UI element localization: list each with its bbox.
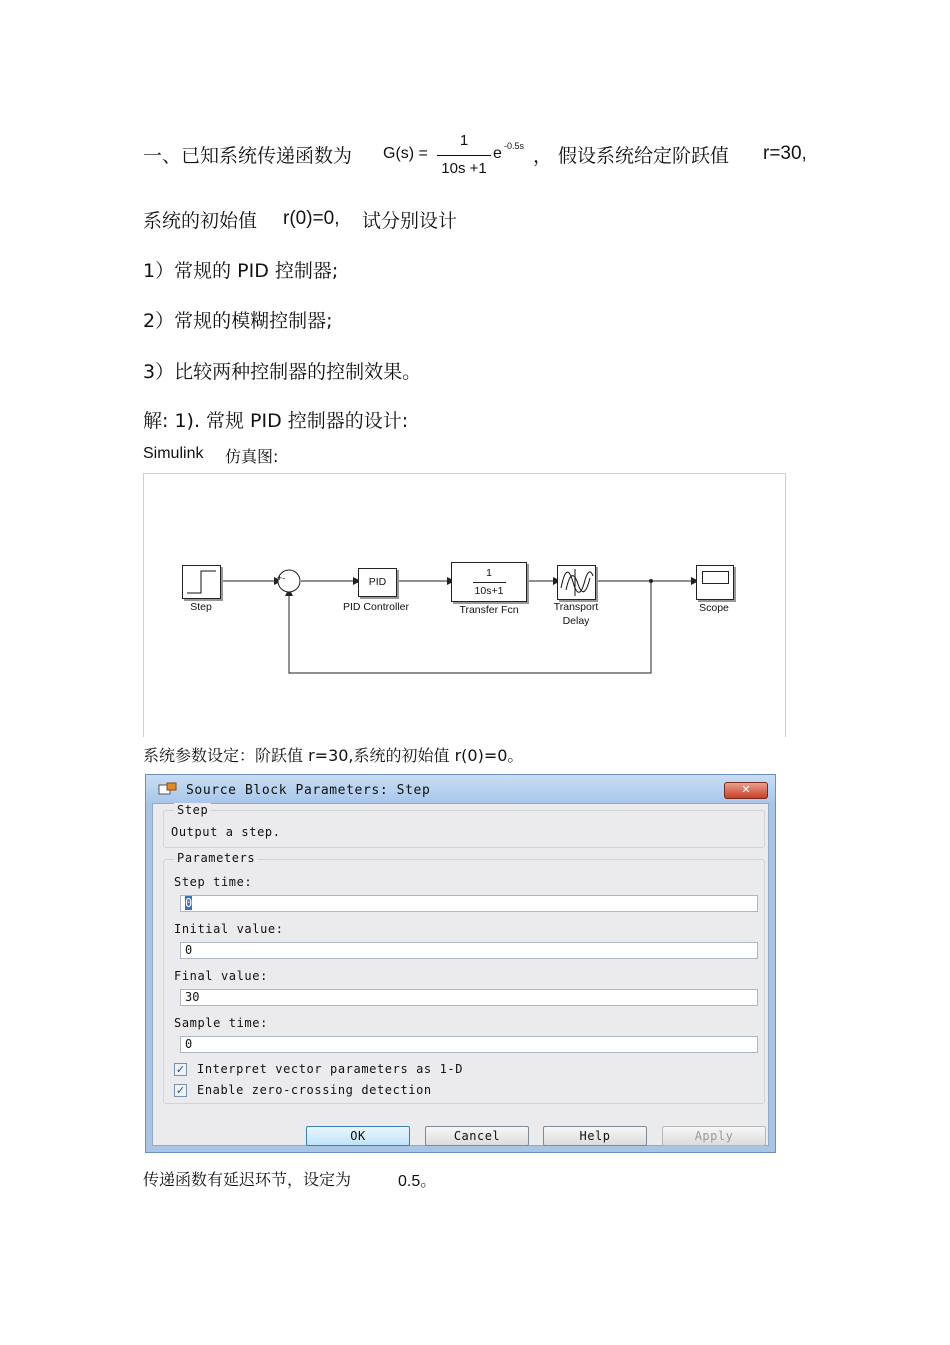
formula-denominator: 10s +1 — [441, 160, 487, 177]
item-2: 2）常规的模糊控制器; — [143, 310, 333, 332]
question-r-value: r=30, — [763, 143, 807, 164]
initial-value-label: Initial value: — [174, 922, 284, 936]
zero-crossing-checkbox[interactable]: ✓ — [175, 1084, 186, 1097]
solution-heading: 解: 1). 常规 PID 控制器的设计: — [143, 410, 409, 432]
block-name: Step — [174, 803, 211, 817]
delay-wave-icon — [558, 566, 595, 599]
scope-screen-icon — [702, 571, 729, 584]
tf-numerator: 1 — [486, 567, 492, 579]
initial-value-input[interactable]: 0 — [180, 942, 758, 959]
block-parameters-dialog — [145, 774, 776, 1153]
question-line2-b: r(0)=0, — [283, 208, 340, 229]
simulink-label-suffix: 仿真图: — [225, 447, 279, 466]
transport-delay-label-1: Transport — [553, 601, 599, 613]
step-time-input[interactable] — [180, 895, 758, 912]
transport-delay-label-2: Delay — [562, 615, 590, 627]
scope-block[interactable] — [696, 565, 734, 600]
apply-button[interactable]: Apply — [662, 1126, 766, 1146]
question-after-formula: ， 假设系统给定阶跃值 — [533, 145, 730, 167]
interpret-vector-label: Interpret vector parameters as 1-D — [197, 1062, 464, 1076]
transport-delay-block[interactable] — [557, 565, 596, 600]
step-time-value: 0 — [185, 896, 193, 910]
formula-exponent: -0.5s — [504, 141, 525, 151]
step-label: Step — [190, 601, 212, 613]
block-description: Output a step. — [171, 825, 281, 839]
dialog-title: Source Block Parameters: Step — [186, 783, 431, 798]
question-line2-a: 系统的初始值 — [143, 210, 258, 232]
tf-fraction-bar — [473, 582, 506, 583]
pid-block-text: PID — [368, 576, 387, 588]
scope-label: Scope — [699, 602, 729, 614]
transfer-fcn-block[interactable] — [451, 562, 527, 602]
dialog-titlebar[interactable] — [146, 775, 775, 803]
step-icon — [183, 566, 220, 598]
formula-numerator: 1 — [459, 132, 469, 149]
step-time-label: Step time: — [174, 875, 253, 889]
simulink-app-icon — [158, 782, 178, 796]
final-value-input[interactable]: 30 — [180, 989, 758, 1006]
final-value-label: Final value: — [174, 969, 268, 983]
item-3: 3）比较两种控制器的控制效果。 — [143, 361, 422, 383]
question-line2-c: 试分别设计 — [362, 210, 458, 232]
dialog-body — [152, 803, 769, 1146]
tf-denominator: 10s+1 — [474, 585, 504, 597]
pid-label: PID Controller — [343, 601, 409, 613]
question-intro: 一、已知系统传递函数为 — [143, 145, 353, 167]
transfer-fcn-label: Transfer Fcn — [459, 604, 519, 616]
item-1: 1）常规的 PID 控制器; — [143, 260, 339, 282]
param-caption: 系统参数设定：阶跃值 r=30,系统的初始值 r(0)=0。 — [143, 746, 524, 765]
formula-lhs: G(s) = — [383, 145, 428, 162]
fraction-bar — [437, 155, 491, 156]
ok-button[interactable]: OK — [306, 1126, 410, 1146]
zero-crossing-label: Enable zero-crossing detection — [197, 1083, 432, 1097]
close-icon[interactable]: ✕ — [724, 782, 768, 799]
help-button[interactable]: Help — [543, 1126, 647, 1146]
simulink-label: Simulink — [143, 445, 204, 462]
delay-caption-value: 0.5。 — [398, 1173, 437, 1190]
interpret-vector-checkbox[interactable]: ✓ — [175, 1063, 186, 1076]
cancel-button[interactable]: Cancel — [425, 1126, 529, 1146]
sample-time-label: Sample time: — [174, 1016, 268, 1030]
step-block[interactable] — [182, 565, 221, 599]
parameters-label: Parameters — [174, 851, 258, 865]
sum-signs: +- — [277, 573, 286, 583]
sample-time-input[interactable]: 0 — [180, 1036, 758, 1053]
pid-block[interactable] — [358, 568, 397, 597]
formula-exp-base: e — [493, 145, 502, 162]
delay-caption: 传递函数有延迟环节，设定为 — [143, 1170, 352, 1189]
simulink-diagram — [143, 473, 786, 737]
